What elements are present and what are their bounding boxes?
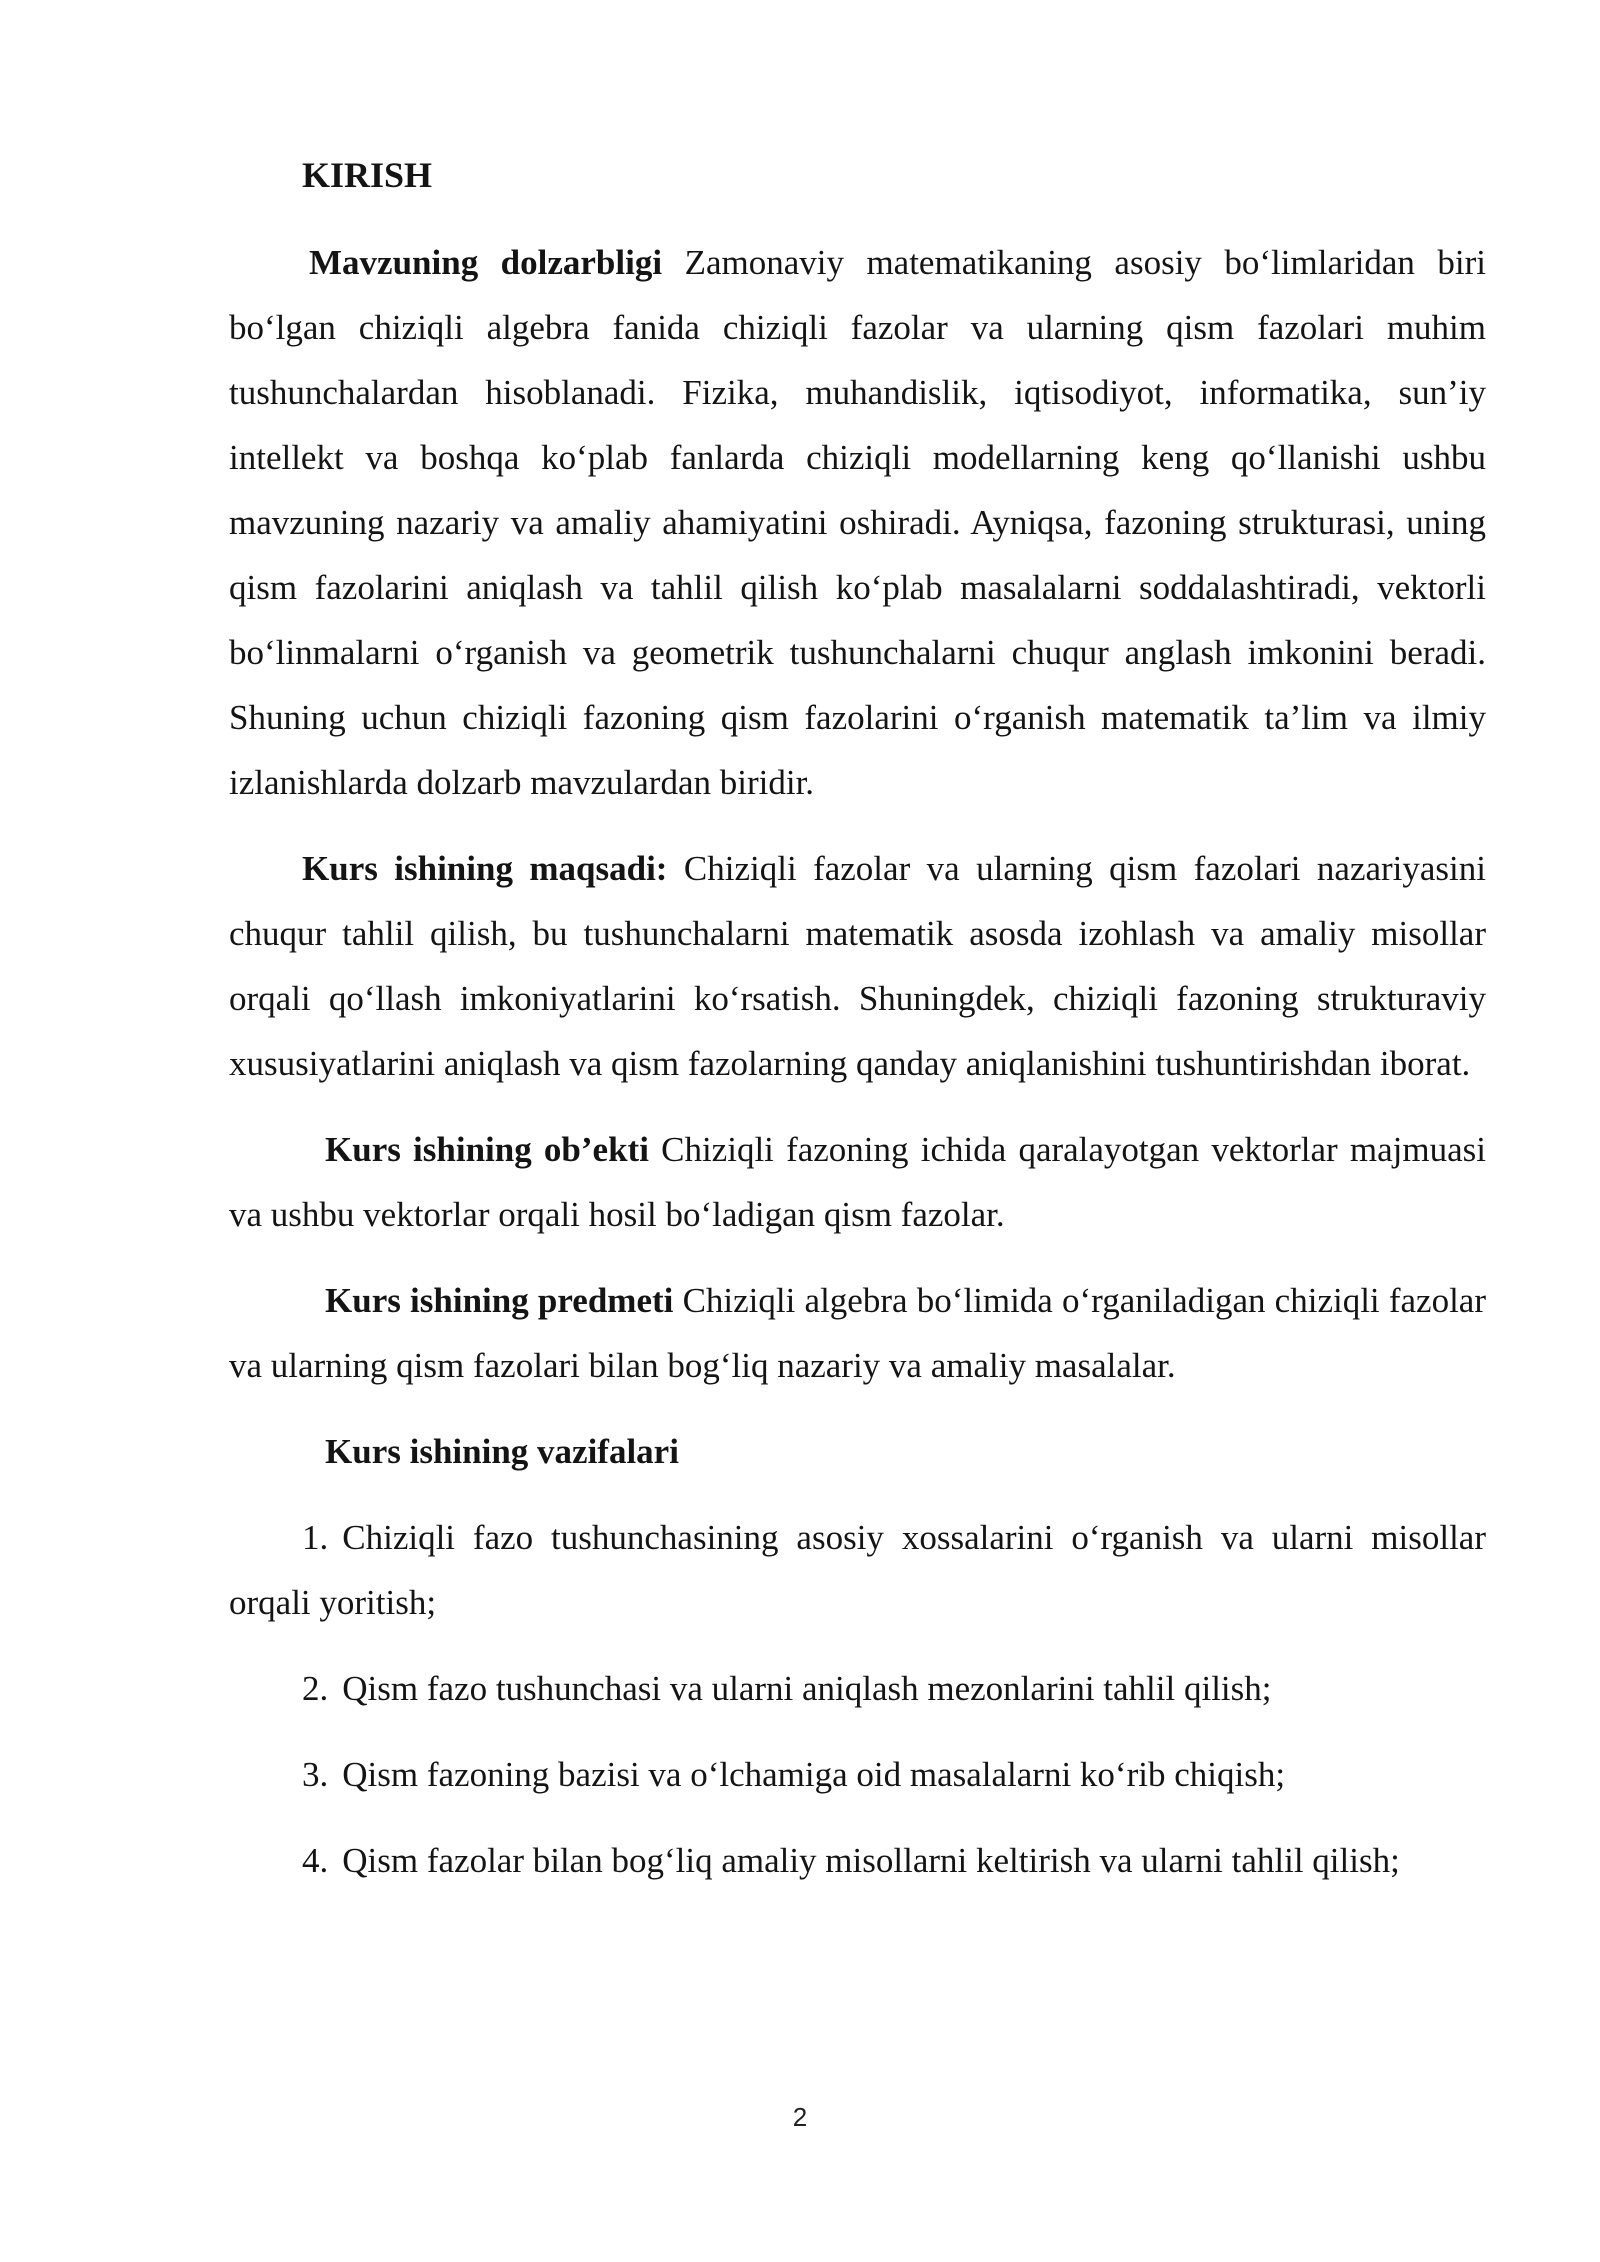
- list-text: Qism fazolar bilan bog‘liq amaliy misollarni keltirish va ularni tahlil qilish;: [342, 1841, 1400, 1880]
- list-number: 2.: [302, 1669, 329, 1708]
- list-text: Qism fazoning bazisi va o‘lchamiga oid masalalarni ko‘rib chiqish;: [342, 1755, 1286, 1794]
- paragraph-lead: Kurs ishining maqsadi:: [302, 849, 668, 888]
- paragraph-text: Chiziqli algebra bo‘limida o‘rganiladigan chiziqli fazolar va ularning qism fazolari bilan bog‘liq nazariy va amaliy masalalar.: [229, 1281, 1486, 1385]
- paragraph-text: Chiziqli fazolar va ularning qism fazolari nazariyasini chuqur tahlil qilish, bu tushunchalarni matematik asosda izohlash va amaliy misollar orqali qo‘llash imkoniyatlarini ko‘rsatish. Shuningdek, chiziqli fazoning strukturaviy xususiyatlarini aniqlash va qism fazolarning qanday aniqlanishini tushuntirishdan iborat.: [229, 849, 1487, 1083]
- paragraph-object: [229, 1117, 1486, 1247]
- paragraph-lead: Kurs ishining ob’ekti: [325, 1130, 649, 1169]
- list-number: 4.: [302, 1841, 329, 1880]
- list-number: 1.: [302, 1518, 329, 1557]
- document-body: [229, 150, 1486, 1914]
- list-item: [229, 1505, 1486, 1635]
- page-number: 2: [792, 2102, 808, 2132]
- list-item: [229, 1828, 1486, 1893]
- list-item: [229, 1742, 1486, 1807]
- paragraph-subject: [229, 1268, 1486, 1398]
- list-text: Qism fazo tushunchasi va ularni aniqlash mezonlarini tahlil qilish;: [342, 1669, 1272, 1708]
- section-heading: KIRISH: [302, 155, 433, 195]
- paragraph-relevance: [229, 230, 1486, 815]
- paragraph-goal: [229, 836, 1486, 1096]
- list-number: 3.: [302, 1755, 329, 1794]
- list-text: Chiziqli fazo tushunchasining asosiy xossalarini o‘rganish va ularni misollar orqali yoritish;: [229, 1518, 1486, 1622]
- tasks-heading: Kurs ishining vazifalari: [325, 1432, 679, 1471]
- paragraph-lead: Kurs ishining predmeti: [325, 1281, 674, 1320]
- paragraph-text: Chiziqli fazoning ichida qaralayotgan vektorlar majmuasi va ushbu vektorlar orqali hosil bo‘ladigan qism fazolar.: [229, 1130, 1486, 1234]
- paragraph-text: Zamonaviy matematikaning asosiy bo‘limlaridan biri bo‘lgan chiziqli algebra fanida chiziqli fazolar va ularning qism fazolari muhim tushunchalardan hisoblanadi. Fizika, muhandislik, iqtisodiyot, informatika, sun’iy intellekt va boshqa ko‘plab fanlarda chiziqli modellarning keng qo‘llanishi ushbu mavzuning nazariy va amaliy ahamiyatini oshiradi. Ayniqsa, fazoning strukturasi, uning qism fazolarini aniqlash va tahlil qilish ko‘plab masalalarni soddalashtiradi, vektorli bo‘linmalarni o‘rganish va geometrik tushunchalarni chuqur anglash imkonini beradi. Shuning uchun chiziqli fazoning qism fazolarini o‘rganish matematik ta’lim va ilmiy izlanishlarda dolzarb mavzulardan biridir.: [229, 243, 1486, 802]
- paragraph-lead: Mavzuning dolzarbligi: [309, 243, 663, 282]
- list-item: [229, 1656, 1486, 1721]
